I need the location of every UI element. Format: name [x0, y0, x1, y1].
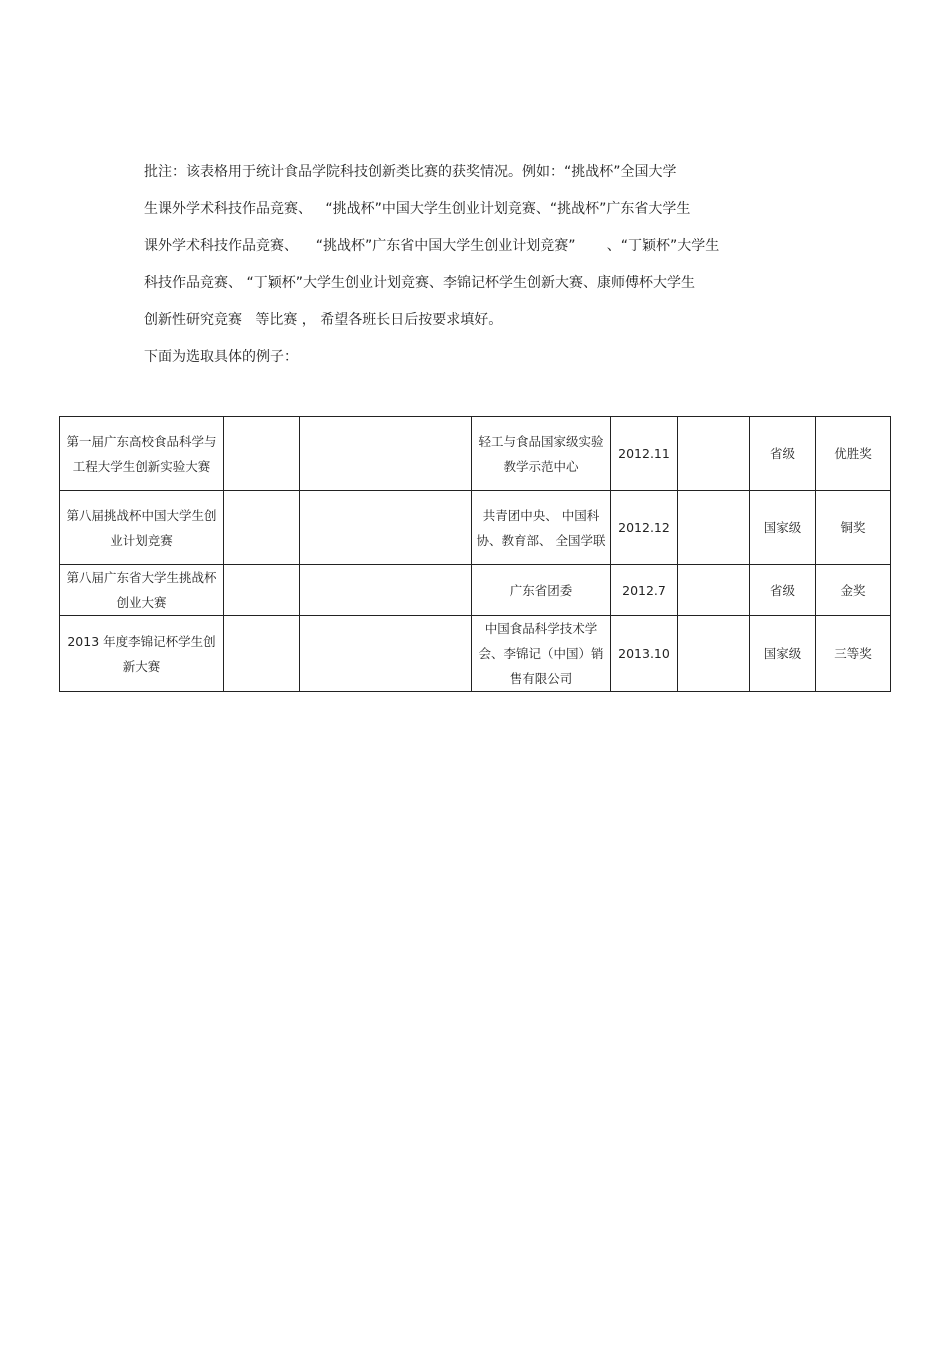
empty-cell [678, 417, 750, 491]
note-line-5: 创新性研究竞赛 等比赛 ， 希望各班长日后按要求填好。 [144, 312, 503, 328]
note-line-6: 下面为选取具体的例子： [144, 349, 298, 365]
empty-cell [678, 491, 750, 565]
award-cell: 金奖 [816, 565, 891, 616]
empty-cell [224, 491, 300, 565]
empty-cell [300, 616, 472, 692]
level-cell: 国家级 [750, 491, 816, 565]
competition-name-cell: 第一届广东高校食品科学与工程大学生创新实验大赛 [60, 417, 224, 491]
annotation-note [144, 160, 844, 382]
organizer-cell: 共青团中央、 中国科协、教育部、 全国学联 [472, 491, 611, 565]
note-line-3: 课外学术科技作品竞赛、 “挑战杯”广东省中国大学生创业计划竞赛” 、“丁颖杯”大学生 [144, 238, 720, 254]
awards-table [59, 416, 891, 692]
competition-name-cell: 第八届广东省大学生挑战杯创业大赛 [60, 565, 224, 616]
competition-name-cell: 2013 年度李锦记杯学生创新大赛 [60, 616, 224, 692]
date-cell: 2012.11 [611, 417, 678, 491]
award-cell: 铜奖 [816, 491, 891, 565]
empty-cell [300, 417, 472, 491]
organizer-cell: 广东省团委 [472, 565, 611, 616]
level-cell: 国家级 [750, 616, 816, 692]
note-line-2: 生课外学术科技作品竞赛、 “挑战杯”中国大学生创业计划竞赛、“挑战杯”广东省大学生 [144, 201, 691, 217]
empty-cell [678, 565, 750, 616]
note-line-4: 科技作品竞赛、 “丁颖杯”大学生创业计划竞赛、李锦记杯学生创新大赛、康师傅杯大学生 [144, 275, 695, 291]
table-row [60, 417, 891, 491]
award-cell: 优胜奖 [816, 417, 891, 491]
note-line-1: 批注：该表格用于统计食品学院科技创新类比赛的获奖情况。例如：“挑战杯”全国大学 [144, 164, 677, 180]
date-cell: 2012.7 [611, 565, 678, 616]
table-row [60, 491, 891, 565]
organizer-cell: 中国食品科学技术学会、李锦记（中国）销售有限公司 [472, 616, 611, 692]
organizer-cell: 轻工与食品国家级实验教学示范中心 [472, 417, 611, 491]
empty-cell [224, 417, 300, 491]
empty-cell [300, 565, 472, 616]
table-row [60, 616, 891, 692]
level-cell: 省级 [750, 565, 816, 616]
table-row [60, 565, 891, 616]
date-cell: 2012.12 [611, 491, 678, 565]
empty-cell [224, 616, 300, 692]
empty-cell [678, 616, 750, 692]
empty-cell [224, 565, 300, 616]
level-cell: 省级 [750, 417, 816, 491]
award-cell: 三等奖 [816, 616, 891, 692]
date-cell: 2013.10 [611, 616, 678, 692]
competition-name-cell: 第八届挑战杯中国大学生创业计划竞赛 [60, 491, 224, 565]
empty-cell [300, 491, 472, 565]
